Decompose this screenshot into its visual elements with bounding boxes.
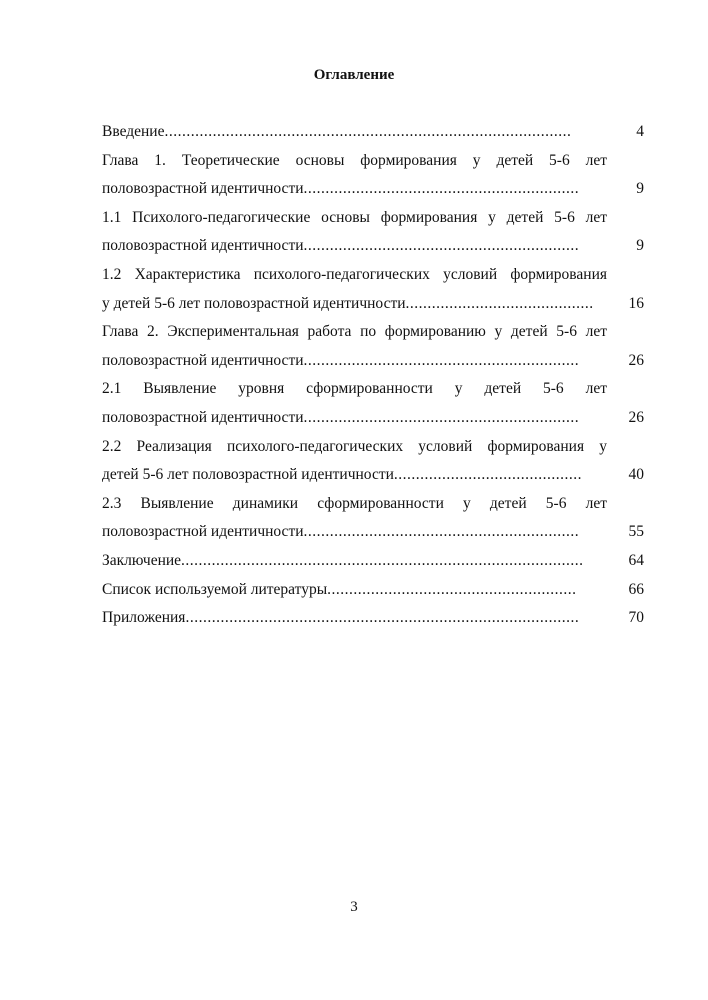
toc-entry-line xyxy=(102,547,656,576)
toc-entry-text: Список используемой литературы xyxy=(102,580,328,598)
toc-entry-page: 4 xyxy=(636,123,644,140)
toc-leader-dots: ............................................................... xyxy=(303,523,580,541)
toc-entry-line: 2.3 Выявление динамики сформированности у детей 5-6 лет xyxy=(102,494,607,512)
toc-entry-line xyxy=(102,461,656,490)
toc-entry-line: 1.1 Психолого-педагогические основы формирования у детей 5-6 лет xyxy=(102,208,607,226)
toc-entry-page: 70 xyxy=(628,609,644,627)
toc-title: Оглавление xyxy=(313,67,395,83)
toc-entry-line xyxy=(102,347,656,376)
toc-entry-page: 9 xyxy=(636,237,644,255)
toc-entry xyxy=(102,433,656,490)
toc-entry-line: 1.2 Характеристика психолого-педагогических условий формирования xyxy=(102,265,607,283)
toc-entry-text: половозрастной идентичности xyxy=(102,351,304,369)
toc-leader-dots: ............................................................... xyxy=(303,237,580,255)
toc-leader-dots: ......................................................... xyxy=(327,580,577,598)
toc-entry xyxy=(102,604,656,633)
toc-entry-line: 2.2 Реализация психолого-педагогических условий формирования у xyxy=(102,437,607,455)
toc-entry-line xyxy=(102,404,656,433)
toc-entry-page: 16 xyxy=(628,294,644,312)
toc-entry-line: Глава 1. Теоретические основы формирования у детей 5-6 лет xyxy=(102,151,607,169)
page-number: 3 xyxy=(350,899,358,915)
toc-entry-page: 26 xyxy=(628,351,644,369)
toc-entry xyxy=(102,204,656,261)
toc-entry-text: половозрастной идентичности xyxy=(102,237,304,255)
toc-entry-text: половозрастной идентичности xyxy=(102,523,304,541)
toc-entry-text: Заключение xyxy=(102,551,182,569)
toc-entry-text: детей 5-6 лет половозрастной идентичности xyxy=(102,466,394,484)
toc-entry-line xyxy=(102,290,656,319)
toc-leader-dots: ............................................................................................ xyxy=(181,551,584,569)
toc-entry xyxy=(102,147,656,204)
toc-leader-dots: ............................................................... xyxy=(303,351,580,369)
toc-entry-page: 40 xyxy=(628,466,644,484)
toc-entry-line xyxy=(102,604,656,633)
toc-leader-dots: ............................................................... xyxy=(303,408,580,426)
toc-entry-text: Введение xyxy=(102,123,165,140)
toc-entry-line: Глава 2. Экспериментальная работа по формированию у детей 5-6 лет xyxy=(102,323,607,341)
toc-entry xyxy=(102,318,656,375)
table-of-contents xyxy=(102,118,656,633)
toc-entry-line: 2.1 Выявление уровня сформированности у детей 5-6 лет xyxy=(102,380,607,398)
toc-leader-dots: .......................................................................................... xyxy=(185,609,580,627)
toc-entry-text: половозрастной идентичности xyxy=(102,180,304,198)
toc-entry xyxy=(102,375,656,432)
toc-entry xyxy=(102,490,656,547)
toc-entry xyxy=(102,118,656,147)
toc-leader-dots: ............................................................... xyxy=(303,180,580,198)
toc-entry-page: 9 xyxy=(636,180,644,198)
toc-entry-text: половозрастной идентичности xyxy=(102,408,304,426)
toc-leader-dots: ........................................... xyxy=(405,294,594,312)
toc-entry-page: 26 xyxy=(628,408,644,426)
toc-entry-line xyxy=(102,232,656,261)
toc-entry-page: 55 xyxy=(628,523,644,541)
toc-entry-line xyxy=(102,118,656,147)
toc-entry-text: Приложения xyxy=(102,609,186,627)
toc-entry-line xyxy=(102,175,656,204)
toc-leader-dots: ........................................... xyxy=(393,466,583,484)
toc-entry-page: 64 xyxy=(628,551,644,569)
toc-entry-page: 66 xyxy=(628,580,644,598)
toc-entry xyxy=(102,576,656,605)
toc-leader-dots: ............................................................................................. xyxy=(164,123,572,140)
toc-entry-text: у детей 5-6 лет половозрастной идентичности xyxy=(102,294,406,312)
toc-entry xyxy=(102,261,656,318)
toc-entry xyxy=(102,547,656,576)
toc-entry-line xyxy=(102,576,656,605)
toc-entry-line xyxy=(102,518,656,547)
